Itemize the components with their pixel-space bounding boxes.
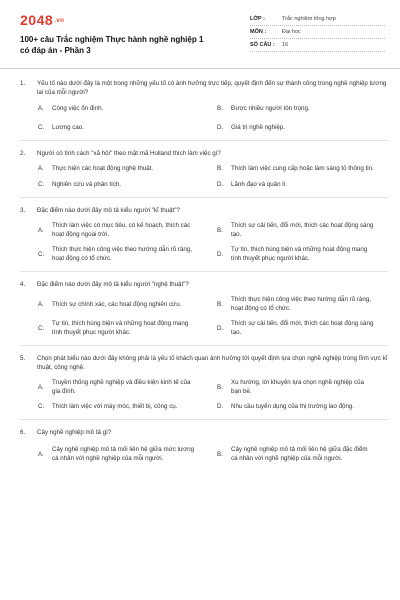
question-divider (20, 140, 388, 141)
option-text: Được nhiều người tôn trọng. (231, 105, 310, 112)
option-a[interactable] (38, 164, 209, 173)
question-text: Đặc điểm nào dưới đây mô tả kiểu người "kĩ thuật"? (37, 207, 180, 214)
option-text: Tự tin, thích hùng biện và những hoạt động mang tính thuyết phục người khác. (231, 246, 368, 262)
option-c[interactable] (38, 245, 209, 263)
option-b[interactable] (217, 221, 388, 239)
question-divider (20, 419, 388, 420)
option-letter: D. (217, 124, 224, 131)
option-d[interactable] (217, 123, 388, 132)
option-text: Thích làm việc cung cấp hoặc làm sáng tỏ thông tin. (231, 165, 374, 172)
option-a[interactable] (38, 104, 209, 113)
option-letter: B. (217, 105, 223, 112)
option-letter: D. (217, 181, 224, 188)
option-d[interactable] (217, 402, 388, 411)
meta-value: Đại học (282, 29, 301, 35)
question-divider (20, 345, 388, 346)
option-letter: C. (38, 250, 45, 258)
option-letter: A. (38, 383, 44, 391)
option-letter: B. (217, 450, 223, 458)
option-letter: A. (38, 105, 44, 112)
question-5 (20, 354, 388, 411)
question-1 (20, 79, 388, 132)
option-b[interactable] (217, 445, 388, 463)
question-number: 4. (20, 281, 26, 288)
meta-row-subject (250, 26, 385, 39)
option-text: Tự tin, thích hùng biện và những hoạt động mang tính thuyết phục người khác. (52, 320, 189, 336)
option-text: Thích làm việc có mục tiêu, có kế hoạch, thích các hoạt động ngoài trời. (52, 222, 191, 238)
meta-label: MÔN : (250, 29, 267, 35)
option-b[interactable] (217, 295, 388, 313)
option-text: Thích sự chính xác, các hoạt động nghiên cứu. (52, 300, 182, 308)
question-number: 1. (20, 80, 26, 87)
option-letter: A. (38, 300, 44, 308)
option-letter: B. (217, 383, 223, 391)
logo-suffix: .vn (54, 18, 65, 25)
question-list (20, 79, 388, 463)
option-letter: B. (217, 165, 223, 172)
question-number: 3. (20, 207, 26, 214)
option-b[interactable] (217, 104, 388, 113)
meta-label: SỐ CÂU : (250, 42, 275, 48)
meta-row-class (250, 13, 385, 26)
option-text: Lãnh đạo và quản lí. (231, 181, 288, 188)
option-c[interactable] (38, 180, 209, 189)
option-text: Nghiên cứu và phân tích. (52, 181, 122, 188)
option-b[interactable] (217, 164, 388, 173)
option-letter: A. (38, 226, 44, 234)
question-number: 5. (20, 355, 26, 362)
question-text: Người có tính cách "xã hội" theo mật mã Holland thích làm việc gì? (37, 150, 221, 157)
option-text: Thích thực hiện công việc theo hướng dẫn rõ ràng, hoạt động có tổ chức. (52, 246, 192, 262)
question-number: 6. (20, 429, 26, 436)
option-letter: B. (217, 300, 223, 308)
option-letter: A. (38, 450, 44, 458)
meta-label: LỚP : (250, 16, 265, 22)
option-text: Công việc ổn định. (52, 105, 104, 112)
option-letter: C. (38, 324, 45, 332)
option-c[interactable] (38, 402, 209, 411)
question-4 (20, 280, 388, 337)
option-d[interactable] (217, 319, 388, 337)
option-a[interactable] (38, 295, 209, 313)
question-text: Đặc điểm nào dưới đây mô tả kiểu người "nghệ thuật"? (37, 281, 189, 288)
option-d[interactable] (217, 180, 388, 189)
question-6 (20, 428, 388, 463)
option-text: Thích thực hiện công việc theo hướng dẫn rõ ràng, hoạt động có tổ chức. (231, 296, 371, 312)
question-text: Chọn phát biểu nào dưới đây không phải là yếu tố khách quan ảnh hưởng tới quyết định lựa chọn nghề nghiệp trong lĩnh vực kĩ thuật, công nghệ. (37, 355, 388, 371)
logo-text: 2048 (20, 12, 54, 28)
question-text: Cây nghề nghiệp mô tả gì? (37, 429, 112, 436)
option-letter: A. (38, 165, 44, 172)
meta-value: Trắc nghiệm tổng hợp (282, 16, 336, 22)
option-text: Xu hướng, lời khuyên lựa chọn nghề nghiệp của bạn bè. (231, 379, 365, 395)
question-number: 2. (20, 150, 26, 157)
option-text: Truyền thống nghề nghiệp và điều kiện kinh tế của gia đình. (52, 379, 191, 395)
document-title: 100+ câu Trắc nghiệm Thực hành nghề nghiệp 1 có đáp án - Phần 3 (20, 35, 204, 55)
option-text: Lương cao. (52, 124, 84, 131)
meta-value: 16 (282, 42, 289, 48)
option-text: Thích làm việc với máy móc, thiết bị, công cụ. (52, 403, 178, 410)
option-text: Cây nghề nghiệp mô tả mối liên hệ giữa mức lương cá nhân với nghề nghiệp của mỗi người. (52, 446, 195, 462)
option-letter: B. (217, 226, 223, 234)
option-a[interactable] (38, 445, 209, 463)
option-letter: C. (38, 124, 45, 131)
option-c[interactable] (38, 319, 209, 337)
option-text: Giá trị nghề nghiệp. (231, 124, 286, 131)
question-divider (20, 271, 388, 272)
option-letter: D. (217, 403, 224, 410)
option-d[interactable] (217, 245, 388, 263)
question-text: Yếu tố nào dưới đây là một trong những yếu tố có ảnh hưởng trực tiếp, quyết định đến sự thành công trong nghề nghiệp tương lai của mỗi người? (37, 80, 387, 96)
header-divider (0, 68, 400, 69)
option-text: Thích sự cải tiến, đổi mới, thích các hoạt động sáng tạo. (231, 222, 374, 238)
option-c[interactable] (38, 123, 209, 132)
option-b[interactable] (217, 378, 388, 396)
question-3 (20, 206, 388, 263)
question-2 (20, 149, 388, 189)
document-meta (250, 13, 385, 52)
option-text: Thực hiện các hoạt động nghệ thuật. (52, 165, 154, 172)
meta-row-count (250, 39, 385, 52)
option-letter: D. (217, 324, 224, 332)
option-letter: C. (38, 403, 45, 410)
option-a[interactable] (38, 221, 209, 239)
option-letter: D. (217, 250, 224, 258)
question-divider (20, 197, 388, 198)
option-text: Cây nghề nghiệp mô tả mối liên hệ giữa đặc điểm cá nhân với nghề nghiệp của mỗi người. (231, 446, 368, 462)
option-text: Nhu cầu tuyển dụng của thị trường lao động. (231, 403, 355, 410)
option-text: Thích sự cải tiến, đổi mới, thích các hoạt động sáng tạo. (231, 320, 374, 336)
page-header (0, 0, 400, 72)
option-a[interactable] (38, 378, 209, 396)
option-letter: C. (38, 181, 45, 188)
